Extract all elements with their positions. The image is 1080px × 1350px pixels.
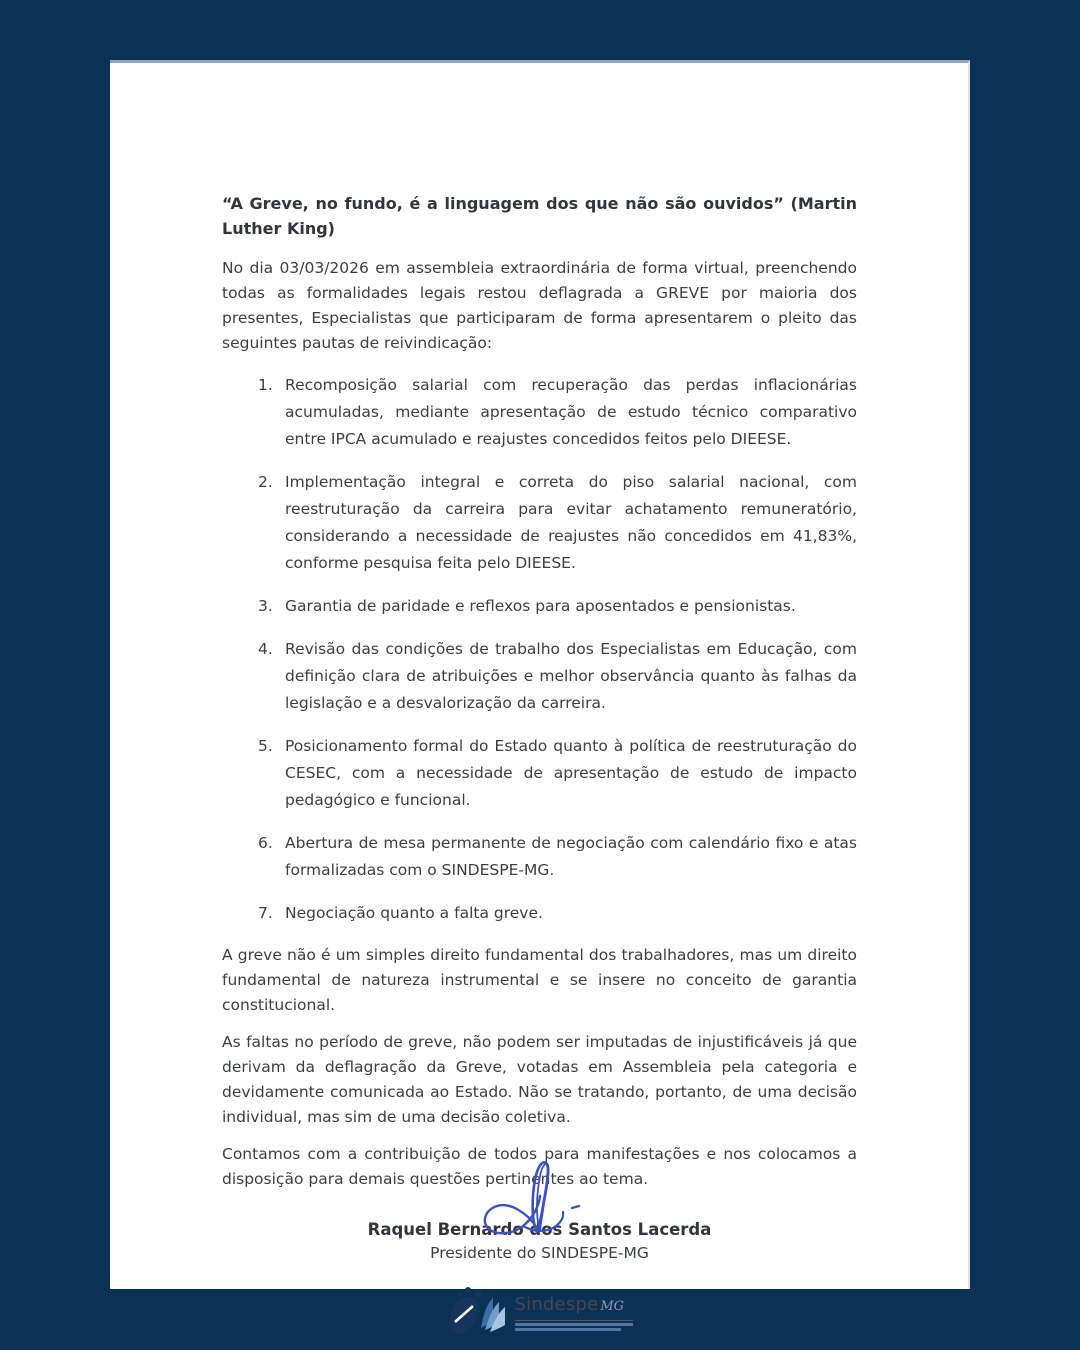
- intro-paragraph: No dia 03/03/2026 em assembleia extraordinária de forma virtual, preenchendo todas as formalidades legais restou deflagrada a GREVE por maioria dos presentes, Especialistas que participaram de forma apresentarem o pleito das seguintes pautas de reivindicação:: [222, 259, 857, 352]
- list-item-number: 7.: [258, 904, 273, 922]
- list-item: [222, 469, 857, 577]
- document-heading: “A Greve, no fundo, é a linguagem dos que não são ouvidos” (Martin Luther King): [222, 194, 857, 238]
- logo-suffix-text: MG: [600, 1299, 625, 1314]
- logo-tagline-bars: [515, 1323, 633, 1331]
- sindespe-logo: [222, 1284, 857, 1338]
- list-item: [222, 900, 857, 927]
- list-item-text: Posicionamento formal do Estado quanto à política de reestruturação do CESEC, com a necessidade de apresentação de estudo de impacto pedagógico e funcional.: [285, 737, 857, 809]
- list-item: [222, 830, 857, 884]
- body-paragraph: A greve não é um simples direito fundamental dos trabalhadores, mas um direito fundamental de natureza instrumental e se insere no conceito de garantia constitucional.: [222, 946, 857, 1014]
- list-item: [222, 372, 857, 453]
- list-item: [222, 733, 857, 814]
- list-item-number: 2.: [258, 473, 273, 491]
- body-paragraph: As faltas no período de greve, não podem ser imputadas de injustificáveis já que derivam da deflagração da Greve, votadas em Assembleia pela categoria e devidamente comunicada ao Estado. Não se tratando, portanto, de uma decisão individual, mas sim de uma decisão coletiva.: [222, 1033, 857, 1126]
- signer-role: Presidente do SINDESPE-MG: [430, 1244, 649, 1262]
- list-item-number: 6.: [258, 834, 273, 852]
- document-page: [110, 60, 970, 1315]
- demands-list: [222, 372, 857, 927]
- list-item-text: Recomposição salarial com recuperação das perdas inflacionárias acumuladas, mediante apresentação de estudo técnico comparativo entre IPCA acumulado e reajustes concedidos feitos pelo DIEESE.: [285, 376, 857, 448]
- list-item-number: 1.: [258, 376, 273, 394]
- list-item-text: Negociação quanto a falta greve.: [285, 904, 543, 922]
- list-item: [222, 636, 857, 717]
- list-item-text: Garantia de paridade e reflexos para aposentados e pensionistas.: [285, 597, 796, 615]
- sindespe-logo-icon: [447, 1284, 509, 1338]
- list-item-number: 5.: [258, 737, 273, 755]
- body-paragraph: Contamos com a contribuição de todos para manifestações e nos colocamos a disposição para demais questões pertinentes ao tema.: [222, 1145, 857, 1188]
- document-content: [222, 191, 857, 1338]
- logo-text: [515, 1292, 633, 1333]
- list-item-text: Revisão das condições de trabalho dos Especialistas em Educação, com definição clara de atribuições e melhor observância quanto às falhas da legislação e a desvalorização da carreira.: [285, 640, 857, 712]
- list-item-number: 4.: [258, 640, 273, 658]
- logo-brand-text: Sindespe: [514, 1294, 599, 1315]
- list-item-text: Implementação integral e correta do piso salarial nacional, com reestruturação da carreira para evitar achatamento remuneratório, considerando a necessidade de reajustes não concedidos em 41,83%, conforme pesquisa feita pelo DIEESE.: [285, 473, 857, 572]
- list-item-number: 3.: [258, 597, 273, 615]
- list-item-text: Abertura de mesa permanente de negociação com calendário fixo e atas formalizadas com o SINDESPE-MG.: [285, 834, 857, 879]
- signer-name: Raquel Bernardo dos Santos Lacerda: [367, 1220, 712, 1239]
- list-item: [222, 593, 857, 620]
- signature-block: [222, 1218, 857, 1264]
